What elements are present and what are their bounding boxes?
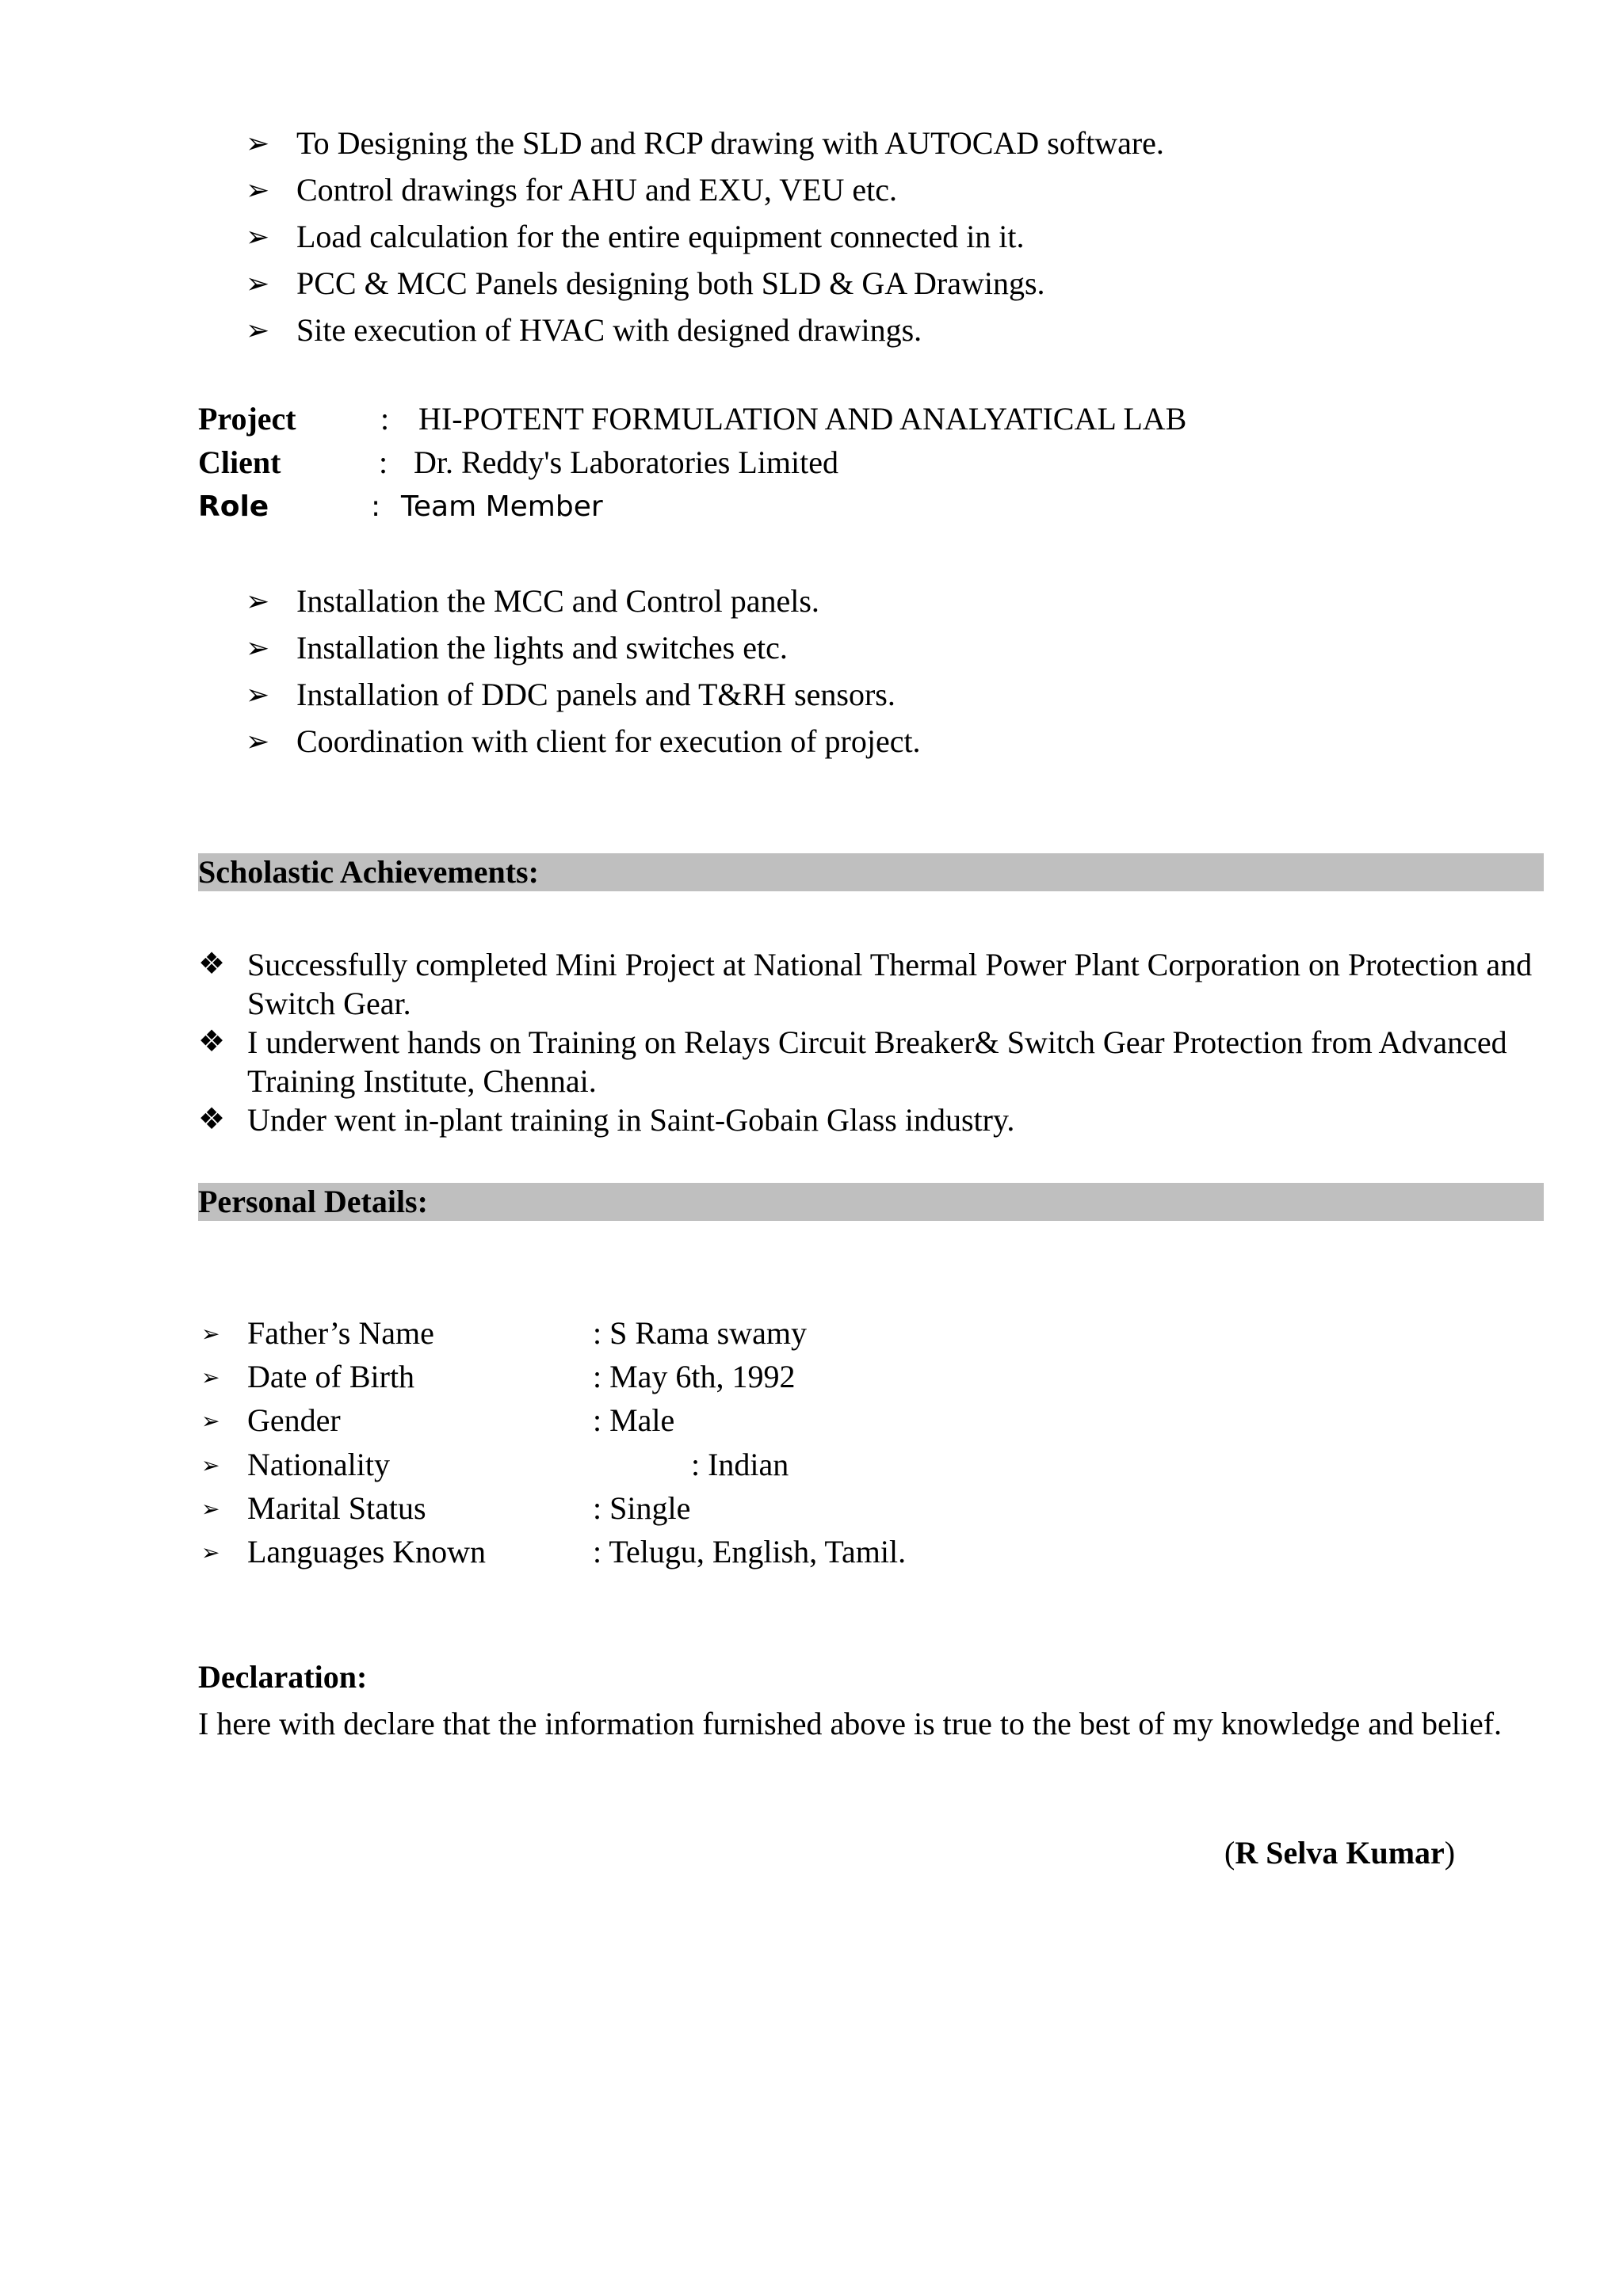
client-colon: : xyxy=(379,444,388,480)
detail-label: Gender xyxy=(247,1402,341,1438)
client-label: Client xyxy=(198,444,281,480)
project-value: HI-POTENT FORMULATION AND ANALYATICAL LAB xyxy=(418,401,1187,437)
role-value: Team Member xyxy=(401,490,603,523)
list-item: ❖ Under went in-plant training in Saint-Gobain Glass industry. xyxy=(198,1102,1015,1138)
signature-open-paren: ( xyxy=(1224,1835,1235,1871)
detail-value: : Indian xyxy=(691,1447,789,1482)
arrow-bullet-icon: ➢ xyxy=(201,1322,220,1347)
project-label: Project xyxy=(198,401,296,437)
arrow-bullet-icon: ➢ xyxy=(246,679,270,711)
diamond-bullet-icon: ❖ xyxy=(198,1025,226,1058)
arrow-bullet-icon: ➢ xyxy=(246,268,270,299)
arrow-bullet-icon: ➢ xyxy=(201,1497,220,1522)
detail-label: Marital Status xyxy=(247,1490,426,1526)
detail-value: : Single xyxy=(593,1490,691,1526)
section-title: Scholastic Achievements: xyxy=(198,854,539,890)
detail-value: : Male xyxy=(593,1402,675,1438)
signature xyxy=(1224,1834,1455,1872)
detail-label: Father’s Name xyxy=(247,1315,434,1351)
section-title: Personal Details: xyxy=(198,1184,428,1219)
arrow-bullet-icon: ➢ xyxy=(246,315,270,346)
project-colon: : xyxy=(380,401,390,437)
detail-value: : S Rama swamy xyxy=(593,1315,807,1351)
detail-label: Nationality xyxy=(247,1447,390,1482)
role-label: Role xyxy=(198,490,269,523)
arrow-bullet-icon: ➢ xyxy=(246,221,270,253)
arrow-bullet-icon: ➢ xyxy=(246,174,270,206)
diamond-bullet-icon: ❖ xyxy=(198,948,226,981)
arrow-bullet-icon: ➢ xyxy=(201,1409,220,1434)
personal-section-header xyxy=(198,1183,1544,1221)
achievements-list xyxy=(198,945,1545,1139)
arrow-bullet-icon: ➢ xyxy=(201,1366,220,1390)
resume-page: ➢ To Designing the SLD and RCP drawing with AUTOCAD software. ➢ Control drawings for AHU and EXU, VEU etc. ➢ Load calculation for the entire equipment connected in it. ➢ PCC & MCC Panels designing both SLD & GA Drawings. ➢ Site execution of HVAC with designed drawings. Project : HI-POTENT FORMULATION AND ANALYATICAL LAB Client : Dr. Reddy's Laboratories Limited Role : Team Member ➢ Installation the MCC and Control panels. ➢ Installation the lights and switches etc. ➢ Installation of DDC panels and T&RH sensors. ➢ Coordination with client for execution of project. Scholastic Achievements: ❖ Successfully completed Mini Project at National Thermal Power Plant Corporation on Protection and Switch Gear. ❖ I underwent hands on Training on Relays Circuit Breaker& Switch Gear Protection from Advanced Training Institute, Chennai. ❖ Under went in-plant training in Saint-Gobain Glass industry. Personal Details: ➢ Father’s Name : S Rama swamy ➢ Date of Birth : May 6th, 1992 ➢ Gender : Male ➢ Nationality : Indian ➢ Marital Status : Single ➢ Languages Known : Telugu, English, Tamil. Declaration: I here with declare that the information furnished above is true to the best of my knowledge and belief. (R Selva Kumar) xyxy=(0,0,1623,2296)
arrow-bullet-icon: ➢ xyxy=(246,726,270,757)
signature-close-paren: ) xyxy=(1444,1835,1456,1871)
list-item: ❖ I underwent hands on Training on Relays Circuit Breaker& Switch Gear Protection from Advanced Training Institute, Chennai. xyxy=(198,1024,1507,1099)
detail-value: : May 6th, 1992 xyxy=(593,1359,796,1394)
role-colon: : xyxy=(371,490,381,523)
signature-name: R Selva Kumar xyxy=(1235,1835,1445,1871)
arrow-bullet-icon: ➢ xyxy=(246,632,270,664)
arrow-bullet-icon: ➢ xyxy=(201,1541,220,1566)
detail-label: Date of Birth xyxy=(247,1359,415,1394)
arrow-bullet-icon: ➢ xyxy=(246,585,270,617)
arrow-bullet-icon: ➢ xyxy=(246,128,270,159)
declaration-text: I here with declare that the information furnished above is true to the best of my knowledge and belief. xyxy=(198,1706,1503,1741)
detail-value: : Telugu, English, Tamil. xyxy=(593,1534,907,1569)
diamond-bullet-icon: ❖ xyxy=(198,1103,226,1136)
detail-label: Languages Known xyxy=(247,1534,487,1569)
list-item: ❖ Successfully completed Mini Project at National Thermal Power Plant Corporation on Protection and Switch Gear. xyxy=(198,947,1533,1021)
arrow-bullet-icon: ➢ xyxy=(201,1454,220,1478)
client-value: Dr. Reddy's Laboratories Limited xyxy=(414,444,838,480)
scholastic-section-header xyxy=(198,853,1544,891)
declaration-title: Declaration: xyxy=(198,1659,368,1695)
